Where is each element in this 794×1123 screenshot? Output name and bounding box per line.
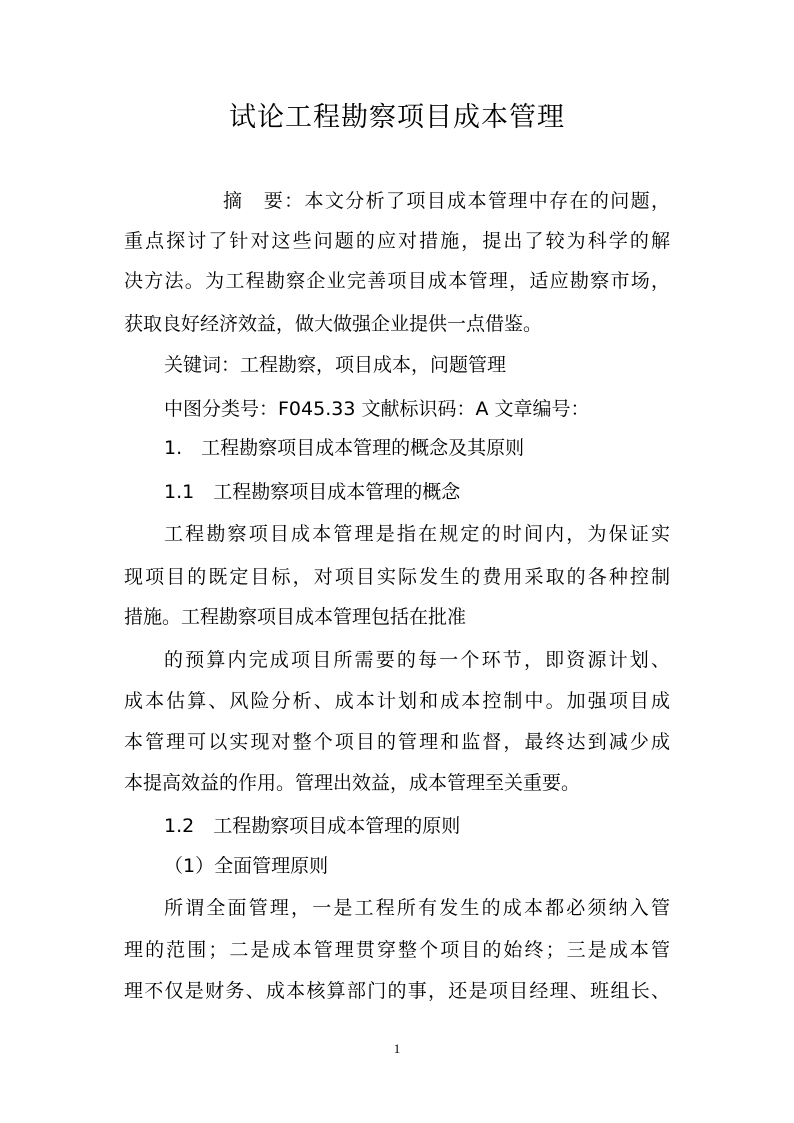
body-line-9: 理的范围；二是成本管理贯穿整个项目的始终；三是成本管 bbox=[124, 939, 670, 961]
body-line-10: 理不仅是财务、成本核算部门的事，还是项目经理、班组长、 bbox=[124, 980, 670, 1002]
principle-heading-1: （1）全面管理原则 bbox=[164, 855, 329, 877]
body-line-2: 现项目的既定目标，对项目实际发生的费用采取的各种控制 bbox=[124, 566, 670, 588]
keywords-line: 关键词：工程勘察，项目成本，问题管理 bbox=[164, 354, 507, 376]
page-number: 1 bbox=[393, 1041, 401, 1056]
document-title: 试论工程勘察项目成本管理 bbox=[229, 102, 565, 133]
body-line-1: 工程勘察项目成本管理是指在规定的时间内，为保证实 bbox=[164, 523, 670, 545]
subsection-heading-1-2: 1.2 工程勘察项目成本管理的原则 bbox=[164, 815, 461, 837]
body-line-4: 的预算内完成项目所需要的每一个环节，即资源计划、 bbox=[164, 649, 670, 671]
abstract-line-1: 摘 要：本文分析了项目成本管理中存在的问题， bbox=[223, 190, 670, 212]
body-line-6: 本管理可以实现对整个项目的管理和监督，最终达到减少成 bbox=[124, 731, 670, 753]
section-heading-1: 1. 工程勘察项目成本管理的概念及其原则 bbox=[164, 437, 525, 459]
abstract-line-3: 决方法。为工程勘察企业完善项目成本管理，适应勘察市场， bbox=[124, 270, 670, 292]
body-line-8: 所谓全面管理，一是工程所有发生的成本都必须纳入管 bbox=[164, 897, 670, 919]
body-line-7: 本提高效益的作用。管理出效益，成本管理至关重要。 bbox=[124, 772, 581, 794]
classification-line: 中图分类号：F045.33 文献标识码：A 文章编号： bbox=[164, 398, 590, 420]
body-line-3: 措施。工程勘察项目成本管理包括在批准 bbox=[124, 606, 467, 628]
subsection-heading-1-1: 1.1 工程勘察项目成本管理的概念 bbox=[164, 481, 461, 503]
body-line-5: 成本估算、风险分析、成本计划和成本控制中。加强项目成 bbox=[124, 690, 670, 712]
abstract-line-2: 重点探讨了针对这些问题的应对措施，提出了较为科学的解 bbox=[124, 230, 670, 252]
abstract-line-4: 获取良好经济效益，做大做强企业提供一点借鉴。 bbox=[124, 313, 543, 335]
